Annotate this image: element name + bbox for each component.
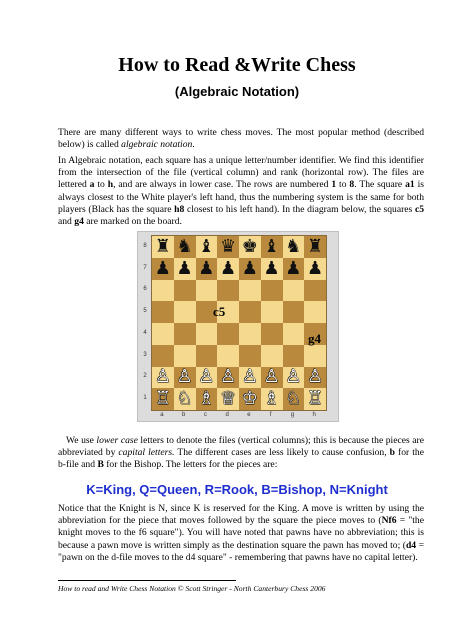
- text-run-bold: 8: [349, 179, 355, 191]
- text-run: for the b-file and: [58, 447, 424, 471]
- chess-piece-icon: ♗: [198, 388, 215, 410]
- text-run: . The square: [354, 179, 406, 191]
- chess-piece-icon: ♖: [307, 388, 324, 410]
- square-h2: [304, 367, 326, 389]
- square-g4: [283, 323, 305, 345]
- square-f4: [261, 323, 283, 345]
- square-f2: [261, 367, 283, 389]
- square-e1: [239, 388, 261, 410]
- square-g5: [283, 301, 305, 323]
- rank-label: 1: [143, 395, 147, 402]
- square-e8: [239, 236, 261, 258]
- square-b7: [174, 258, 196, 280]
- square-b8: [174, 236, 196, 258]
- square-f3: [261, 345, 283, 367]
- page-footer: How to read and Write Chess Notation © Scott Stringer - North Canterbury Chess 2006: [58, 584, 326, 593]
- square-g6: [283, 280, 305, 302]
- move-notation-paragraph: [58, 503, 424, 564]
- text-run: and: [58, 216, 75, 228]
- text-run-bold: B: [97, 459, 104, 471]
- square-d2: [217, 367, 239, 389]
- chess-piece-icon: ♗: [263, 388, 280, 410]
- text-run: are marked on the board.: [83, 216, 182, 228]
- marked-square-label: g4: [308, 331, 321, 346]
- chess-piece-icon: ♟: [241, 257, 258, 279]
- square-h5: [304, 301, 326, 323]
- text-run: closest to his left hand). In the diagram below, the squares: [184, 203, 415, 215]
- chess-piece-icon: ♙: [307, 366, 324, 388]
- square-f1: [261, 388, 283, 410]
- chess-piece-icon: ♟: [198, 257, 215, 279]
- chess-piece-icon: ♙: [241, 366, 258, 388]
- marked-square-label: c5: [213, 304, 226, 319]
- rank-label: 3: [143, 351, 147, 358]
- footer-divider: [58, 580, 236, 581]
- square-e4: [239, 323, 261, 345]
- chess-piece-icon: ♙: [285, 366, 302, 388]
- text-run-bold: c5: [414, 203, 424, 215]
- text-run-bold: h: [107, 179, 114, 191]
- intro-paragraph: [58, 127, 424, 151]
- square-f7: [261, 258, 283, 280]
- square-f6: [261, 280, 283, 302]
- text-run: = "pawn on the d-file moves to the d4 square" - remembering that pawns have no capital letter).: [58, 539, 425, 563]
- text-run-italic: capital letters.: [118, 447, 175, 459]
- page-title: How to Read &Write Chess: [118, 54, 356, 76]
- square-d1: [217, 388, 239, 410]
- text-run: , and are always in lower case. The rows are numbered: [113, 179, 332, 191]
- chess-piece-icon: ♞: [176, 235, 193, 257]
- chess-piece-icon: ♟: [263, 257, 280, 279]
- text-run-bold: d4: [405, 539, 417, 551]
- square-d6: [217, 280, 239, 302]
- square-d7: [217, 258, 239, 280]
- square-e7: [239, 258, 261, 280]
- chess-piece-icon: ♞: [285, 235, 302, 257]
- text-run-italic: lower case: [96, 435, 138, 446]
- text-run-bold: a1: [405, 179, 415, 191]
- file-label: g: [290, 412, 295, 418]
- square-e5: [239, 301, 261, 323]
- chess-piece-icon: ♙: [154, 366, 171, 388]
- text-run: .: [192, 139, 195, 151]
- square-c3: [196, 345, 218, 367]
- square-a7: [152, 258, 174, 280]
- lowercase-paragraph: [58, 435, 424, 472]
- square-f5: [261, 301, 283, 323]
- file-label: h: [312, 412, 316, 418]
- chess-piece-icon: ♚: [241, 235, 258, 257]
- square-e3: [239, 345, 261, 367]
- file-label: e: [247, 412, 251, 418]
- text-run-bold: b: [389, 447, 395, 459]
- square-h3: [304, 345, 326, 367]
- rank-label: 5: [143, 308, 147, 315]
- piece-letters-summary: K=King, Q=Queen, R=Rook, B=Bishop, N=Knight: [86, 482, 388, 497]
- chess-piece-icon: ♕: [220, 388, 237, 410]
- square-b2: [174, 367, 196, 389]
- chess-piece-icon: ♜: [154, 235, 171, 257]
- square-c1: [196, 388, 218, 410]
- square-h6: [304, 280, 326, 302]
- chess-piece-icon: ♙: [176, 366, 193, 388]
- chess-piece-icon: ♖: [154, 388, 171, 410]
- rank-label: 2: [143, 373, 147, 380]
- chess-piece-icon: ♜: [307, 235, 324, 257]
- chess-piece-icon: ♟: [307, 257, 324, 279]
- square-c4: [196, 323, 218, 345]
- chess-piece-icon: ♟: [176, 257, 193, 279]
- square-c2: [196, 367, 218, 389]
- chess-piece-icon: ♙: [263, 366, 280, 388]
- text-run: for the Bishop. The letters for the pieces are:: [103, 459, 278, 471]
- square-a1: [152, 388, 174, 410]
- text-run: to: [336, 179, 350, 191]
- square-c8: [196, 236, 218, 258]
- chess-piece-icon: ♛: [220, 235, 237, 257]
- square-c7: [196, 258, 218, 280]
- chess-piece-icon: ♘: [285, 388, 302, 410]
- square-d3: [217, 345, 239, 367]
- chess-piece-icon: ♔: [241, 388, 258, 410]
- square-b5: [174, 301, 196, 323]
- rank-label: 6: [143, 286, 147, 293]
- text-run-bold: Nf6: [381, 515, 397, 527]
- rank-labels: [140, 235, 150, 409]
- text-run: to: [94, 179, 108, 191]
- text-run: The different cases are less likely to cause confusion,: [174, 447, 390, 459]
- chess-piece-icon: ♟: [154, 257, 171, 279]
- text-run-bold: 1: [331, 179, 337, 191]
- chess-piece-icon: ♙: [198, 366, 215, 388]
- square-g3: [283, 345, 305, 367]
- chess-piece-icon: ♟: [285, 257, 302, 279]
- file-label: b: [181, 412, 186, 418]
- text-run: letters to denote the files (vertical columns); this is because the pieces are abbreviated by: [58, 435, 424, 459]
- square-b3: [174, 345, 196, 367]
- square-a8: [152, 236, 174, 258]
- text-run-italic: algebraic notation: [121, 139, 193, 151]
- notation-paragraph: [58, 155, 424, 228]
- square-a4: [152, 323, 174, 345]
- chess-piece-icon: ♝: [263, 235, 280, 257]
- square-h8: [304, 236, 326, 258]
- page-subtitle: (Algebraic Notation): [174, 84, 300, 99]
- text-run: We use: [66, 435, 97, 446]
- square-d8: [217, 236, 239, 258]
- rank-label: 8: [143, 242, 147, 249]
- chess-piece-icon: ♘: [176, 388, 193, 410]
- square-b6: [174, 280, 196, 302]
- chess-piece-icon: ♟: [220, 257, 237, 279]
- chess-piece-icon: ♙: [220, 366, 237, 388]
- text-run: In Algebraic notation, each square has a unique letter/number identifier. We find this identifier from the intersection of the file (vertical column) and rank (horizontal row). The files are lettered: [58, 155, 424, 191]
- rank-label: 4: [143, 329, 147, 336]
- square-b4: [174, 323, 196, 345]
- text-run-bold: h8: [174, 203, 185, 215]
- file-label: c: [203, 412, 207, 418]
- square-g8: [283, 236, 305, 258]
- square-e6: [239, 280, 261, 302]
- file-label: a: [160, 412, 164, 418]
- file-label: f: [269, 412, 272, 418]
- square-a6: [152, 280, 174, 302]
- chess-diagram: [137, 231, 339, 422]
- text-run-bold: a: [89, 179, 95, 191]
- square-f8: [261, 236, 283, 258]
- square-a2: [152, 367, 174, 389]
- text-run: is always closest to the White player's left hand, thus the numbering system is the same for both players (Black has the square: [58, 179, 424, 215]
- square-g7: [283, 258, 305, 280]
- text-run: = "the knight moves to the f6 square"). You will have noted that pawns have no abbreviation; this is because a pawn move is written simply as the destination square the pawn has moved to; (: [58, 515, 424, 551]
- square-a3: [152, 345, 174, 367]
- file-label: d: [225, 412, 229, 418]
- chess-piece-icon: ♝: [198, 235, 215, 257]
- chess-board: [151, 235, 327, 411]
- square-d4: [217, 323, 239, 345]
- square-g1: [283, 388, 305, 410]
- square-h1: [304, 388, 326, 410]
- text-run-bold: g4: [74, 216, 84, 228]
- square-b1: [174, 388, 196, 410]
- square-h7: [304, 258, 326, 280]
- file-labels: [151, 411, 325, 419]
- text-run: There are many different ways to write chess moves. The most popular method (described below) is called: [58, 127, 424, 151]
- rank-label: 7: [143, 264, 147, 271]
- text-run: Notice that the Knight is N, since K is reserved for the King. A move is written by using the abbreviation for the piece that moves followed by the square the piece moves to (: [58, 503, 424, 527]
- square-g2: [283, 367, 305, 389]
- square-a5: [152, 301, 174, 323]
- square-c6: [196, 280, 218, 302]
- square-e2: [239, 367, 261, 389]
